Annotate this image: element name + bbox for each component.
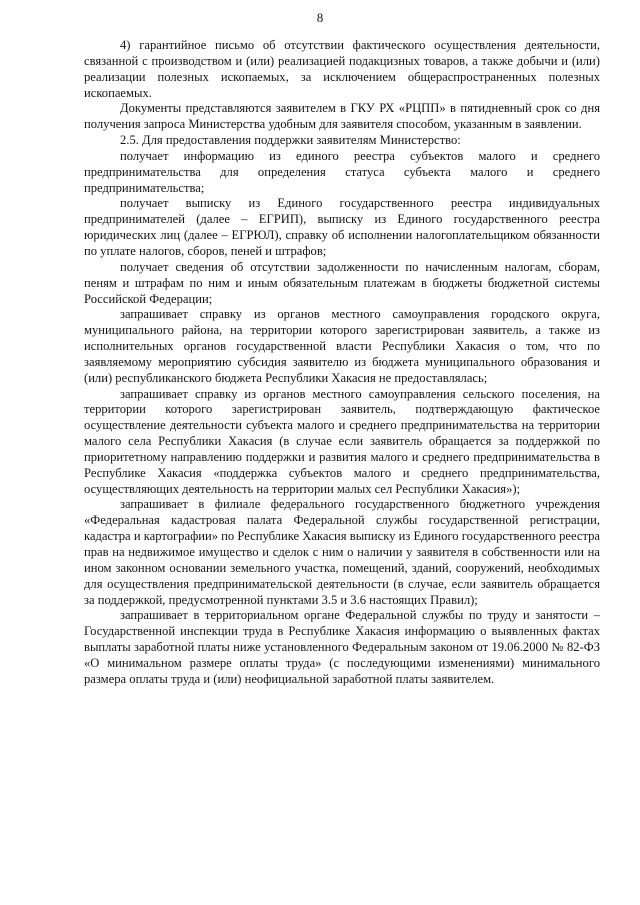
paragraph-cadastral-chamber: запрашивает в филиале федерального государственного бюджетного учреждения «Федеральная кадастровая палата Федеральной службы государственной регистрации, кадастра и картографии» по Республике Хакасия выписку из Единого государственного реестра прав на недвижимое имущество и сделок с ним о наличии у заявителя в собственности или на ином законном основании земельного участка, помещений, зданий, сооружений, необходимых для осуществления предпринимательской деятельности (в случае, если заявитель обращается за поддержкой, предусмотренной пунктами 3.5 и 3.6 настоящих Правил); — [84, 497, 600, 607]
paragraph-tax-debt: получает сведения об отсутствии задолженности по начисленным налогам, сборам, пеням и штрафам по ним и иным обязательным платежам в бюджеты бюджетной системы Российской Федерации; — [84, 259, 600, 306]
paragraph-local-government-certificate: запрашивает справку из органов местного самоуправления городского округа, муниципального района, на территории которого зарегистрирован заявитель, а также из исполнительных органов государственной власти Республики Хакасия о том, что по заявляемому мероприятию субсидия заявителю из бюджета муниципального образования и (или) республиканского бюджета Республики Хакасия не предоставлялась; — [84, 307, 600, 385]
paragraph-labor-inspection: запрашивает в территориальном органе Федеральной службы по труду и занятости – Государственной инспекции труда в Республике Хакасия информацию о выявленных фактах выплаты заработной платы ниже установленного Федеральным законом от 19.06.2000 № 82-ФЗ «О минимальном размере оплаты труда» (с последующими изменениями) минимального размера оплаты труда и (или) неофициальной заработной платы заявителем. — [84, 608, 600, 686]
paragraph-guarantee-letter: 4) гарантийное письмо об отсутствии фактического осуществления деятельности, связанной с производством и (или) реализацией подакцизных товаров, а также добычи и (или) реализации полезных ископаемых, за исключением общераспространенных полезных ископаемых. — [84, 38, 600, 100]
paragraph-sme-registry: получает информацию из единого реестра субъектов малого и среднего предпринимательства для определения статуса субъекта малого и среднего предпринимательства; — [84, 148, 600, 195]
paragraph-rural-settlement-certificate: запрашивает справку из органов местного самоуправления сельского поселения, на территории которого зарегистрирован заявитель, подтверждающую фактическое осуществление деятельности субъекта малого и среднего предпринимательства на территории малого села Республики Хакасия (в случае если заявитель обращается за поддержкой по приоритетному направлению поддержки и развития малого и среднего предпринимательства в Республике Хакасия «поддержка субъектов малого и среднего предпринимательства, осуществляющих деятельность на территории малых сел Республики Хакасия»); — [84, 386, 600, 496]
document-body — [84, 38, 600, 688]
paragraph-section-2-5: 2.5. Для предоставления поддержки заявителям Министерство: — [120, 133, 461, 148]
paragraph-documents-deadline: Документы представляются заявителем в ГКУ РХ «РЦПП» в пятидневный срок со дня получения запроса Министерства удобным для заявителя способом, указанным в заявлении. — [84, 101, 600, 132]
paragraph-egrip-egrul: получает выписку из Единого государственного реестра индивидуальных предпринимателей (далее – ЕГРИП), выписку из Единого государственного реестра юридических лиц (далее – ЕГРЮЛ), справку об исполнении налогоплательщиком обязанности по уплате налогов, сборов, пеней и штрафов; — [84, 196, 600, 258]
page-number: 8 — [316, 10, 324, 25]
